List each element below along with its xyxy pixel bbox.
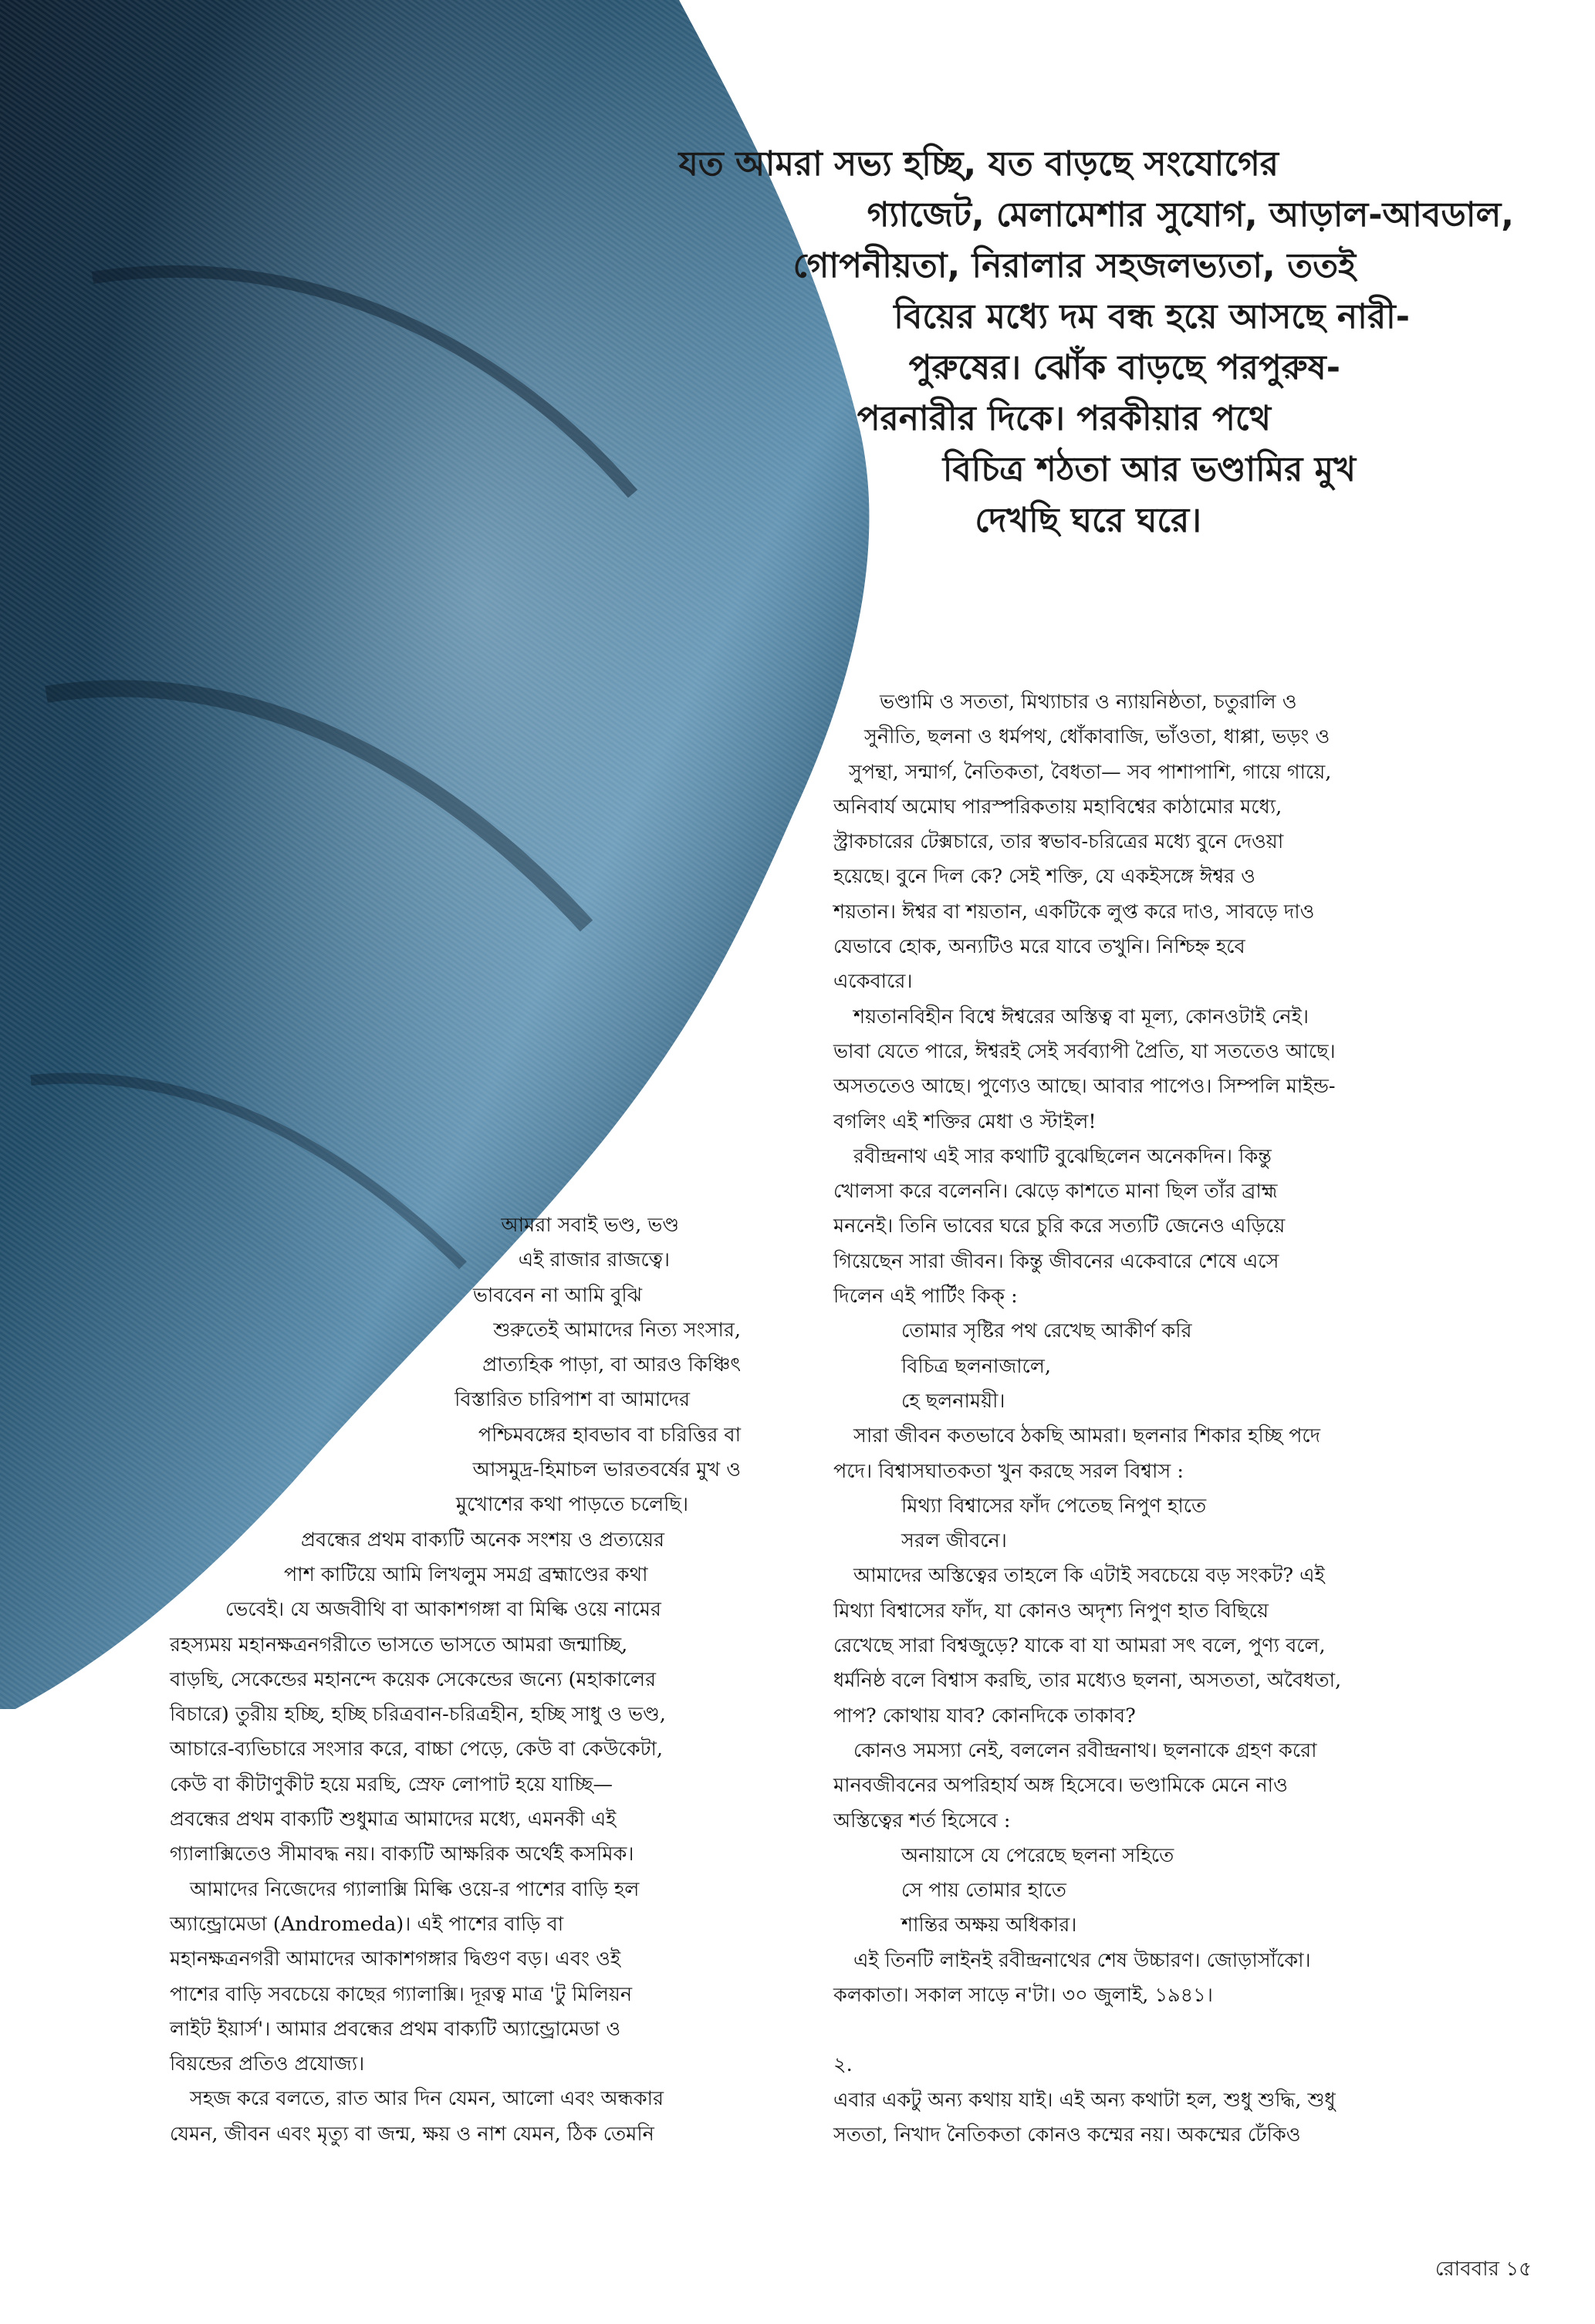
section-number-label: ২. <box>833 2053 853 2077</box>
text-line: লাইট ইয়ার্স'। আমার প্রবন্ধের প্রথম বাক্যটি অ্যান্ড্রোমেডা ও <box>170 2017 621 2041</box>
text-line: সুনীতি, ছলনা ও ধর্মপথ, ধোঁকাবাজি, ভাঁওতা, ধাপ্পা, ভড়ং ও <box>864 725 1330 749</box>
text-line: রবীন্দ্রনাথ এই সার কথাটি বুঝেছিলেন অনেকদিন। কিন্তু <box>853 1144 1272 1168</box>
verse-quote <box>833 1489 1462 1559</box>
pull-quote-line: গোপনীয়তা, নিরালার সহজলভ্যতা, ততই <box>792 246 1356 285</box>
text-line: কেউ বা কীটাণুকীট হয়ে মরছি, স্রেফ লোপাট হয়ে যাচ্ছি— <box>170 1772 613 1796</box>
text-line: প্রবন্ধের প্রথম বাক্যটি অনেক সংশয় ও প্রত্যয়ের <box>301 1528 664 1552</box>
text-line: মুখোশের কথা পাড়তে চলেছি। <box>455 1493 688 1517</box>
pull-quote-line: গ্যাজেট, মেলামেশার সুযোগ, আড়াল-আবডাল, <box>867 195 1514 235</box>
pull-quote-line: বিচিত্র শঠতা আর ভণ্ডামির মুখ <box>942 450 1356 489</box>
text-line: মানবজীবনের অপরিহার্য অঙ্গ হিসেবে। ভণ্ডামিকে মেনে নাও <box>833 1774 1288 1798</box>
pull-quote-line: বিয়ের মধ্যে দম বন্ধ হয়ে আসছে নারী- <box>894 297 1410 336</box>
paragraph <box>170 2082 741 2152</box>
text-line: আচারে-ব্যভিচারে সংসার করে, বাচ্চা পেড়ে, কেউ বা কেউকেটা, <box>170 1738 663 1762</box>
paragraph <box>833 1140 1462 1314</box>
text-line: কলকাতা। সকাল সাড়ে ন'টা। ৩০ জুলাই, ১৯৪১। <box>833 1983 1213 2007</box>
pull-quote-line: পরনারীর দিকে। পরকীয়ার পথে <box>857 399 1271 438</box>
verse-line: শান্তির অক্ষয় অধিকার। <box>901 1914 1077 1937</box>
text-line: গ্যালাক্সিতেও সীমাবদ্ধ নয়। বাক্যটি আক্ষরিক অর্থেই কসমিক। <box>170 1843 634 1866</box>
section-number <box>833 2048 1462 2082</box>
verse-line: সে পায় তোমার হাতে <box>901 1879 1066 1903</box>
text-line: পাশের বাড়ি সবচেয়ে কাছের গ্যালাক্সি। দূরত্ব মাত্র 'টু মিলিয়ন <box>170 1982 633 2006</box>
text-line: পশ্চিমবঙ্গের হাবভাব বা চরিত্তির বা <box>478 1423 741 1447</box>
text-line: সুপন্থা, সন্মার্গ, নৈতিকতা, বৈধতা— সব পাশাপাশি, গায়ে গায়ে, <box>849 760 1332 784</box>
text-line: যেমন, জীবন এবং মৃত্যু বা জন্ম, ক্ষয় ও নাশ যেমন, ঠিক তেমনি <box>170 2122 654 2146</box>
text-line: ভাবা যেতে পারে, ঈশ্বরই সেই সর্বব্যাপী প্রৈতি, যা সততেও আছে। <box>833 1039 1336 1063</box>
text-line: প্রবন্ধের প্রথম বাক্যটি শুধুমাত্র আমাদের মধ্যে, এমনকী এই <box>170 1808 617 1832</box>
verse-line: হে ছলনাময়ী। <box>901 1389 1005 1413</box>
text-line: পাপ? কোথায় যাব? কোনদিকে তাকাব? <box>833 1704 1136 1728</box>
text-line: প্রাত্যহিক পাড়া, বা আরও কিঞ্চিৎ <box>482 1353 741 1377</box>
verse-line: বিচিত্র ছলনাজালে, <box>901 1354 1052 1378</box>
text-line: বিয়ন্ডের প্রতিও প্রযোজ্য। <box>170 2052 365 2076</box>
verse-line: তোমার সৃষ্টির পথ রেখেছ আকীর্ণ করি <box>901 1319 1192 1343</box>
paragraph <box>833 1419 1462 1489</box>
paragraph <box>833 1734 1462 1839</box>
text-line: হয়েছে। বুনে দিল কে? সেই শক্তি, যে একইসঙ্গে ঈশ্বর ও <box>833 865 1255 889</box>
text-line: রেখেছে সারা বিশ্বজুড়ে? যাকে বা যা আমরা সৎ বলে, পুণ্য বলে, <box>833 1634 1326 1658</box>
text-line: এই রাজার রাজত্বে। <box>518 1248 670 1272</box>
text-line: বিচারে) তুরীয় হচ্ছি, হচ্ছি চরিত্রবান-চরিত্রহীন, হচ্ছি সাধু ও ভণ্ড, <box>170 1703 666 1727</box>
text-line: ধর্মনিষ্ঠ বলে বিশ্বাস করছি, তার মধ্যেও ছলনা, অসততা, অবৈধতা, <box>833 1669 1342 1693</box>
text-line: ভাববেন না আমি বুঝি <box>472 1283 642 1307</box>
text-line: ভণ্ডামি ও সততা, মিথ্যাচার ও ন্যায়নিষ্ঠতা, চতুরালি ও <box>880 691 1297 714</box>
verse-quote <box>833 1839 1462 1944</box>
text-line: যেভাবে হোক, অন্যটিও মরে যাবে তখুনি। নিশ্চিহ্ন হবে <box>833 935 1245 959</box>
text-line: রহস্যময় মহানক্ষত্রনগরীতে ভাসতে ভাসতে আমরা জন্মাচ্ছি, <box>170 1633 628 1657</box>
body-column-right <box>833 685 1462 2153</box>
text-line: এই তিনটি লাইনই রবীন্দ্রনাথের শেষ উচ্চারণ। জোড়াসাঁকো। <box>853 1948 1311 1972</box>
pull-quote-line: পুরুষের। ঝোঁক বাড়ছে পরপুরুষ- <box>908 348 1340 387</box>
paragraph <box>170 1873 741 2082</box>
text-line: শয়তানবিহীন বিশ্বে ঈশ্বরের অস্তিত্ব বা মূল্য, কোনওটাই নেই। <box>853 1005 1309 1029</box>
paragraph <box>833 685 1462 1000</box>
verse-line: সরল জীবনে। <box>901 1529 1007 1553</box>
pull-quote-line: যত আমরা সভ্য হচ্ছি, যত বাড়ছে সংযোগের <box>678 144 1279 184</box>
body-column-left <box>170 1208 741 2152</box>
verse-line: মিথ্যা বিশ্বাসের ফাঁদ পেতেছ নিপুণ হাতে <box>901 1494 1207 1518</box>
paragraph <box>833 1000 1462 1140</box>
text-line: ভেবেই। যে অজবীথি বা আকাশগঙ্গা বা মিল্কি ওয়ে নামের <box>225 1598 661 1622</box>
pull-quote <box>515 139 1595 546</box>
text-line: খোলসা করে বলেননি। ঝেড়ে কাশতে মানা ছিল তাঁর ব্রাহ্ম <box>833 1180 1278 1204</box>
text-line: গিয়েছেন সারা জীবন। কিন্তু জীবনের একেবারে শেষে এসে <box>833 1249 1279 1273</box>
text-line: আমরা সবাই ভণ্ড, ভণ্ড <box>501 1214 679 1237</box>
text-line: মননেই। তিনি ভাবের ঘরে চুরি করে সত্যটি জেনেও এড়িয়ে <box>833 1214 1286 1238</box>
text-line: বগলিং এই শক্তির মেধা ও স্টাইল! <box>833 1110 1097 1133</box>
text-line: বিস্তারিত চারিপাশ বা আমাদের <box>455 1388 690 1412</box>
text-line: অস্তিত্বের শর্ত হিসেবে : <box>833 1809 1011 1833</box>
text-line: সহজ করে বলতে, রাত আর দিন যেমন, আলো এবং অন্ধকার <box>190 2087 664 2111</box>
text-line: কোনও সমস্যা নেই, বললেন রবীন্দ্রনাথ। ছলনাকে গ্রহণ করো <box>853 1738 1317 1762</box>
text-line: শুরুতেই আমাদের নিত্য সংসার, <box>493 1318 741 1342</box>
text-line: শয়তান। ঈশ্বর বা শয়তান, একটিকে লুপ্ত করে দাও, সাবড়ে দাও <box>833 900 1315 924</box>
paragraph <box>833 1559 1462 1733</box>
text-line: মিথ্যা বিশ্বাসের ফাঁদ, যা কোনও অদৃশ্য নিপুণ হাত বিছিয়ে <box>833 1599 1269 1623</box>
text-line: এবার একটু অন্য কথায় যাই। এই অন্য কথাটা হল, শুধু শুদ্ধি, শুধু <box>833 2088 1336 2112</box>
text-line: আমাদের অস্তিত্বের তাহলে কি এটাই সবচেয়ে বড় সংকট? এই <box>853 1564 1325 1588</box>
paragraph <box>170 1208 741 1873</box>
text-line: সারা জীবন কতভাবে ঠকছি আমরা। ছলনার শিকার হচ্ছি পদে <box>853 1424 1321 1448</box>
paragraph <box>833 2083 1462 2153</box>
text-line: আমাদের নিজেদের গ্যালাক্সি মিল্কি ওয়ে-র পাশের বাড়ি হল <box>190 1877 640 1901</box>
paragraph <box>833 1944 1462 2014</box>
text-line: পাশ কাটিয়ে আমি লিখলুম সমগ্র ব্রহ্মাণ্ডের কথা <box>284 1562 648 1586</box>
text-line: স্ট্রাকচারের টেক্সচারে, তার স্বভাব-চরিত্রের মধ্যে বুনে দেওয়া <box>833 830 1284 854</box>
text-line: অ্যান্ড্রোমেডা (Andromeda)। এই পাশের বাড়ি বা <box>170 1912 564 1936</box>
pull-quote-line: দেখছি ঘরে ঘরে। <box>975 501 1201 540</box>
page-footer: রোববার ১৫ <box>1434 2258 1532 2281</box>
text-line: আসমুদ্র-হিমাচল ভারতবর্ষের মুখ ও <box>472 1458 741 1482</box>
text-line: একেবারে। <box>833 970 913 994</box>
verse-quote <box>833 1314 1462 1419</box>
text-line: মহানক্ষত্রনগরী আমাদের আকাশগঙ্গার দ্বিগুণ বড়। এবং ওই <box>170 1947 621 1971</box>
text-line: অনিবার্য অমোঘ পারস্পরিকতায় মহাবিশ্বের কাঠামোর মধ্যে, <box>833 795 1282 819</box>
verse-line: অনায়াসে যে পেরেছে ছলনা সহিতে <box>901 1843 1174 1867</box>
text-line: সততা, নিখাদ নৈতিকতা কোনও কম্মের নয়। অকম্মের ঢেঁকিও <box>833 2123 1301 2147</box>
text-line: অসততেও আছে। পুণ্যেও আছে। আবার পাপেও। সিম্পলি মাইন্ড- <box>833 1075 1336 1099</box>
text-line: বাড়ছি, সেকেন্ডের মহানন্দে কয়েক সেকেন্ডের জন্যে (মহাকালের <box>170 1667 657 1691</box>
text-line: দিলেন এই পার্টিং কিক্‌ : <box>833 1285 1018 1309</box>
text-line: পদে। বিশ্বাসঘাতকতা খুন করছে সরল বিশ্বাস : <box>833 1459 1184 1483</box>
